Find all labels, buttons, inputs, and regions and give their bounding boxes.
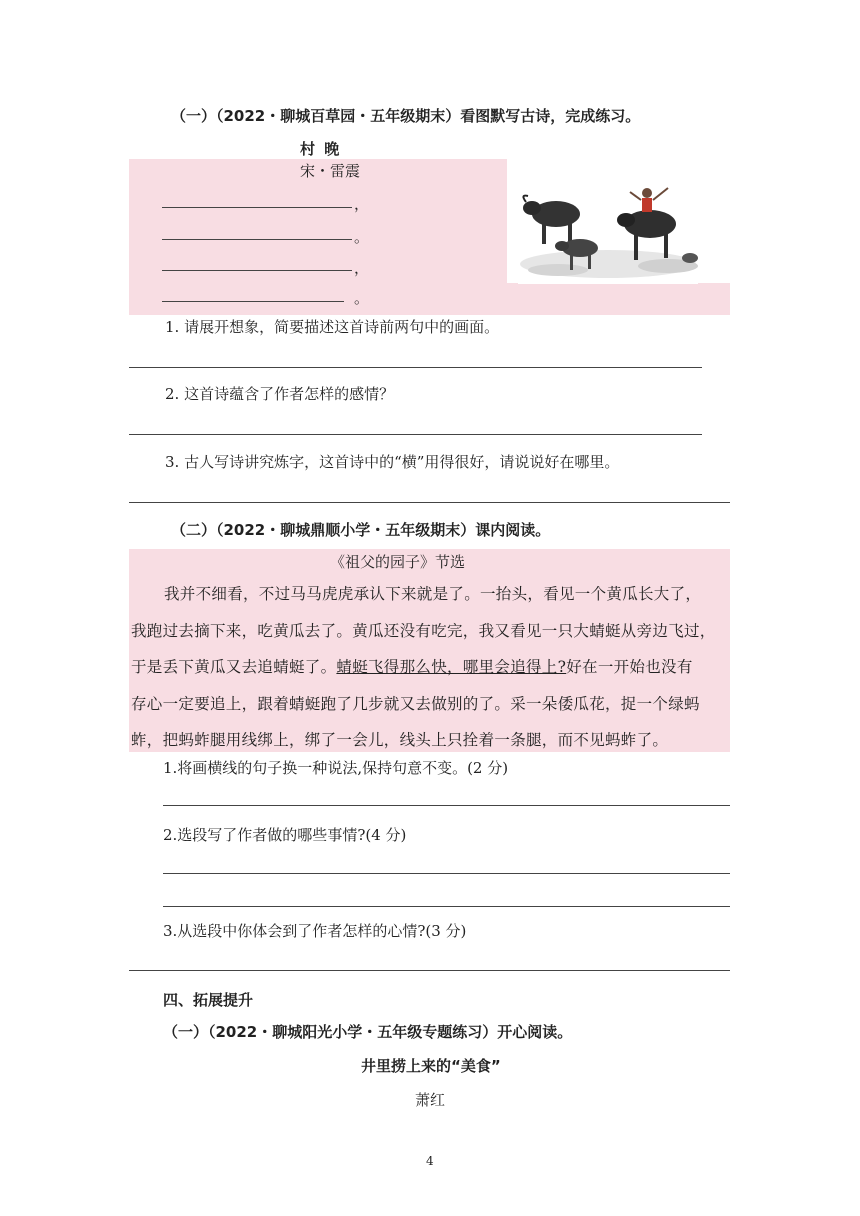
poem-box bbox=[129, 159, 507, 315]
poem-box-tail bbox=[507, 283, 730, 315]
s1-question-1: 1. 请展开想象，简要描述这首诗前两句中的画面。 bbox=[165, 318, 500, 336]
s2-question-1: 1.将画横线的句子换一种说法,保持句意不变。(2 分) bbox=[163, 759, 509, 777]
poem-blank-3[interactable] bbox=[162, 270, 352, 271]
s1-question-3: 3. 古人写诗讲究炼字，这首诗中的“横”用得很好，请说说好在哪里。 bbox=[165, 453, 620, 471]
section1-heading: （一）（2022・聊城百草园・五年级期末）看图默写古诗，完成练习。 bbox=[171, 107, 641, 125]
passage-title: 《祖父的园子》节选 bbox=[330, 553, 466, 571]
passage-line-3-end: 好在一开始也没有 bbox=[566, 658, 693, 676]
poem-punct-2: 。 bbox=[354, 228, 370, 246]
passage-text bbox=[131, 576, 731, 759]
s1-answer-line-3[interactable] bbox=[129, 502, 730, 503]
s1-answer-line-2[interactable] bbox=[129, 434, 702, 435]
poem-author: 宋・雷震 bbox=[300, 162, 361, 180]
page-number: 4 bbox=[426, 1154, 434, 1168]
article-author: 萧红 bbox=[415, 1091, 446, 1109]
section3-heading: 四、拓展提升 bbox=[163, 991, 254, 1009]
poem-punct-4: 。 bbox=[354, 289, 370, 307]
passage-line-5: 蚱，把蚂蚱腿用线绑上，绑了一会儿，线头上只拴着一条腿，而不见蚂蚱了。 bbox=[131, 731, 669, 749]
s1-answer-line-1[interactable] bbox=[129, 367, 702, 368]
s2-answer-line-4[interactable] bbox=[129, 970, 730, 971]
s2-question-3: 3.从选段中你体会到了作者怎样的心情?(3 分) bbox=[163, 922, 467, 940]
s2-answer-line-2[interactable] bbox=[163, 873, 730, 874]
section2-heading: （二）（2022・聊城鼎顺小学・五年级期末）课内阅读。 bbox=[171, 521, 551, 539]
s2-answer-line-3[interactable] bbox=[163, 906, 730, 907]
section3-sub-heading: （一）（2022・聊城阳光小学・五年级专题练习）开心阅读。 bbox=[163, 1023, 573, 1041]
passage-line-3 bbox=[131, 649, 731, 686]
passage-line-3-start: 于是丢下黄瓜又去追蜻蜓了。 bbox=[131, 658, 337, 676]
oxen-painting-illustration bbox=[518, 172, 698, 284]
s1-question-2: 2. 这首诗蕴含了作者怎样的感情？ bbox=[165, 385, 395, 403]
poem-blank-4[interactable] bbox=[162, 301, 344, 302]
poem-blank-2[interactable] bbox=[162, 239, 352, 240]
poem-blank-1[interactable] bbox=[162, 207, 352, 208]
s2-question-2: 2.选段写了作者做的哪些事情?(4 分) bbox=[163, 826, 407, 844]
article-title: 井里捞上来的“美食” bbox=[361, 1057, 501, 1075]
poem-punct-1: ， bbox=[354, 195, 370, 213]
passage-line-4: 存心一定要追上，跟着蜻蜓跑了几步就又去做别的了。采一朵倭瓜花，捉一个绿蚂 bbox=[131, 694, 700, 713]
poem-title: 村 晚 bbox=[300, 140, 342, 158]
s2-answer-line-1[interactable] bbox=[163, 805, 730, 806]
poem-punct-3: ， bbox=[354, 259, 370, 277]
passage-line-2: 我跑过去摘下来，吃黄瓜去了。黄瓜还没有吃完，我又看见一只大蜻蜓从旁边飞过， bbox=[131, 621, 716, 640]
underlined-sentence: 蜻蜓飞得那么快，哪里会追得上? bbox=[336, 658, 567, 676]
passage-line-1: 我并不细看，不过马马虎虎承认下来就是了。一抬头，看见一个黄瓜长大了， bbox=[164, 585, 702, 603]
